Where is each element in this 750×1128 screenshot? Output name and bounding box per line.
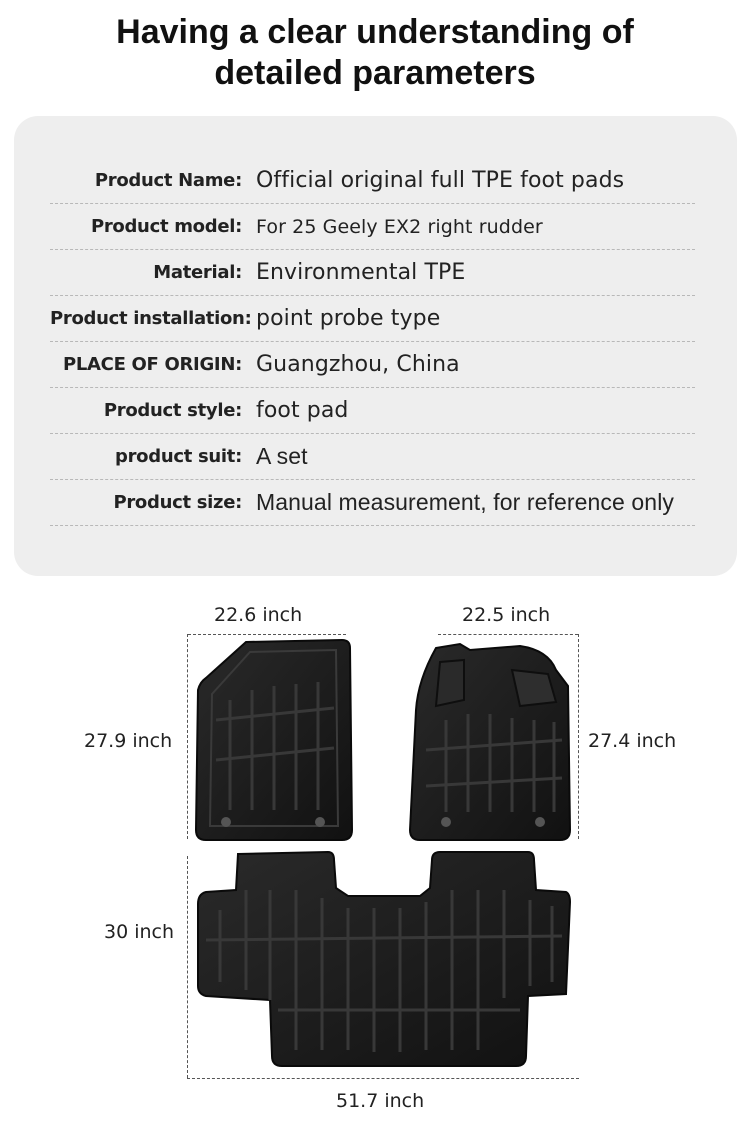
spec-label: PLACE OF ORIGIN: bbox=[62, 354, 242, 375]
floor-mats-illustration bbox=[0, 590, 750, 1128]
front-left-mat bbox=[196, 640, 352, 840]
spec-value: Environmental TPE bbox=[256, 260, 466, 285]
dim-total-width: 51.7 inch bbox=[336, 1090, 425, 1112]
spec-panel bbox=[14, 116, 737, 576]
spec-value: Guangzhou, China bbox=[256, 352, 460, 377]
spec-value: foot pad bbox=[256, 398, 349, 423]
spec-row-product-name bbox=[50, 158, 695, 204]
spec-label: Product size: bbox=[113, 492, 242, 513]
front-right-mat bbox=[410, 644, 570, 840]
spec-value: Manual measurement, for reference only bbox=[256, 489, 675, 515]
spec-row-installation bbox=[50, 296, 695, 342]
rear-mat bbox=[198, 852, 570, 1066]
spec-row-material bbox=[50, 250, 695, 296]
dim-front-left-height: 27.9 inch bbox=[84, 730, 173, 752]
spec-table bbox=[50, 158, 695, 526]
spec-value: point probe type bbox=[256, 306, 441, 331]
spec-row-style bbox=[50, 388, 695, 434]
spec-label: Product installation: bbox=[50, 308, 252, 329]
spec-value: For 25 Geely EX2 right rudder bbox=[256, 215, 543, 238]
spec-label: Material: bbox=[153, 262, 242, 283]
spec-row-size bbox=[50, 480, 695, 526]
dim-rear-height: 30 inch bbox=[104, 921, 175, 943]
spec-label: Product style: bbox=[103, 400, 242, 421]
dim-front-left-width: 22.6 inch bbox=[214, 604, 303, 626]
spec-row-origin bbox=[50, 342, 695, 388]
mat-dimension-diagram bbox=[0, 590, 750, 1128]
spec-row-suit bbox=[50, 434, 695, 480]
spec-row-product-model bbox=[50, 204, 695, 250]
headline-line-2: detailed parameters bbox=[214, 54, 536, 92]
spec-label: Product Name: bbox=[94, 170, 242, 191]
spec-label: product suit: bbox=[115, 446, 242, 467]
dim-front-right-height: 27.4 inch bbox=[588, 730, 677, 752]
spec-value: Official original full TPE foot pads bbox=[256, 168, 625, 193]
page-headline bbox=[0, 12, 750, 94]
spec-value: A set bbox=[256, 443, 308, 469]
headline-line-1: Having a clear understanding of bbox=[116, 13, 634, 51]
spec-label: Product model: bbox=[90, 216, 242, 237]
dim-front-right-width: 22.5 inch bbox=[462, 604, 551, 626]
